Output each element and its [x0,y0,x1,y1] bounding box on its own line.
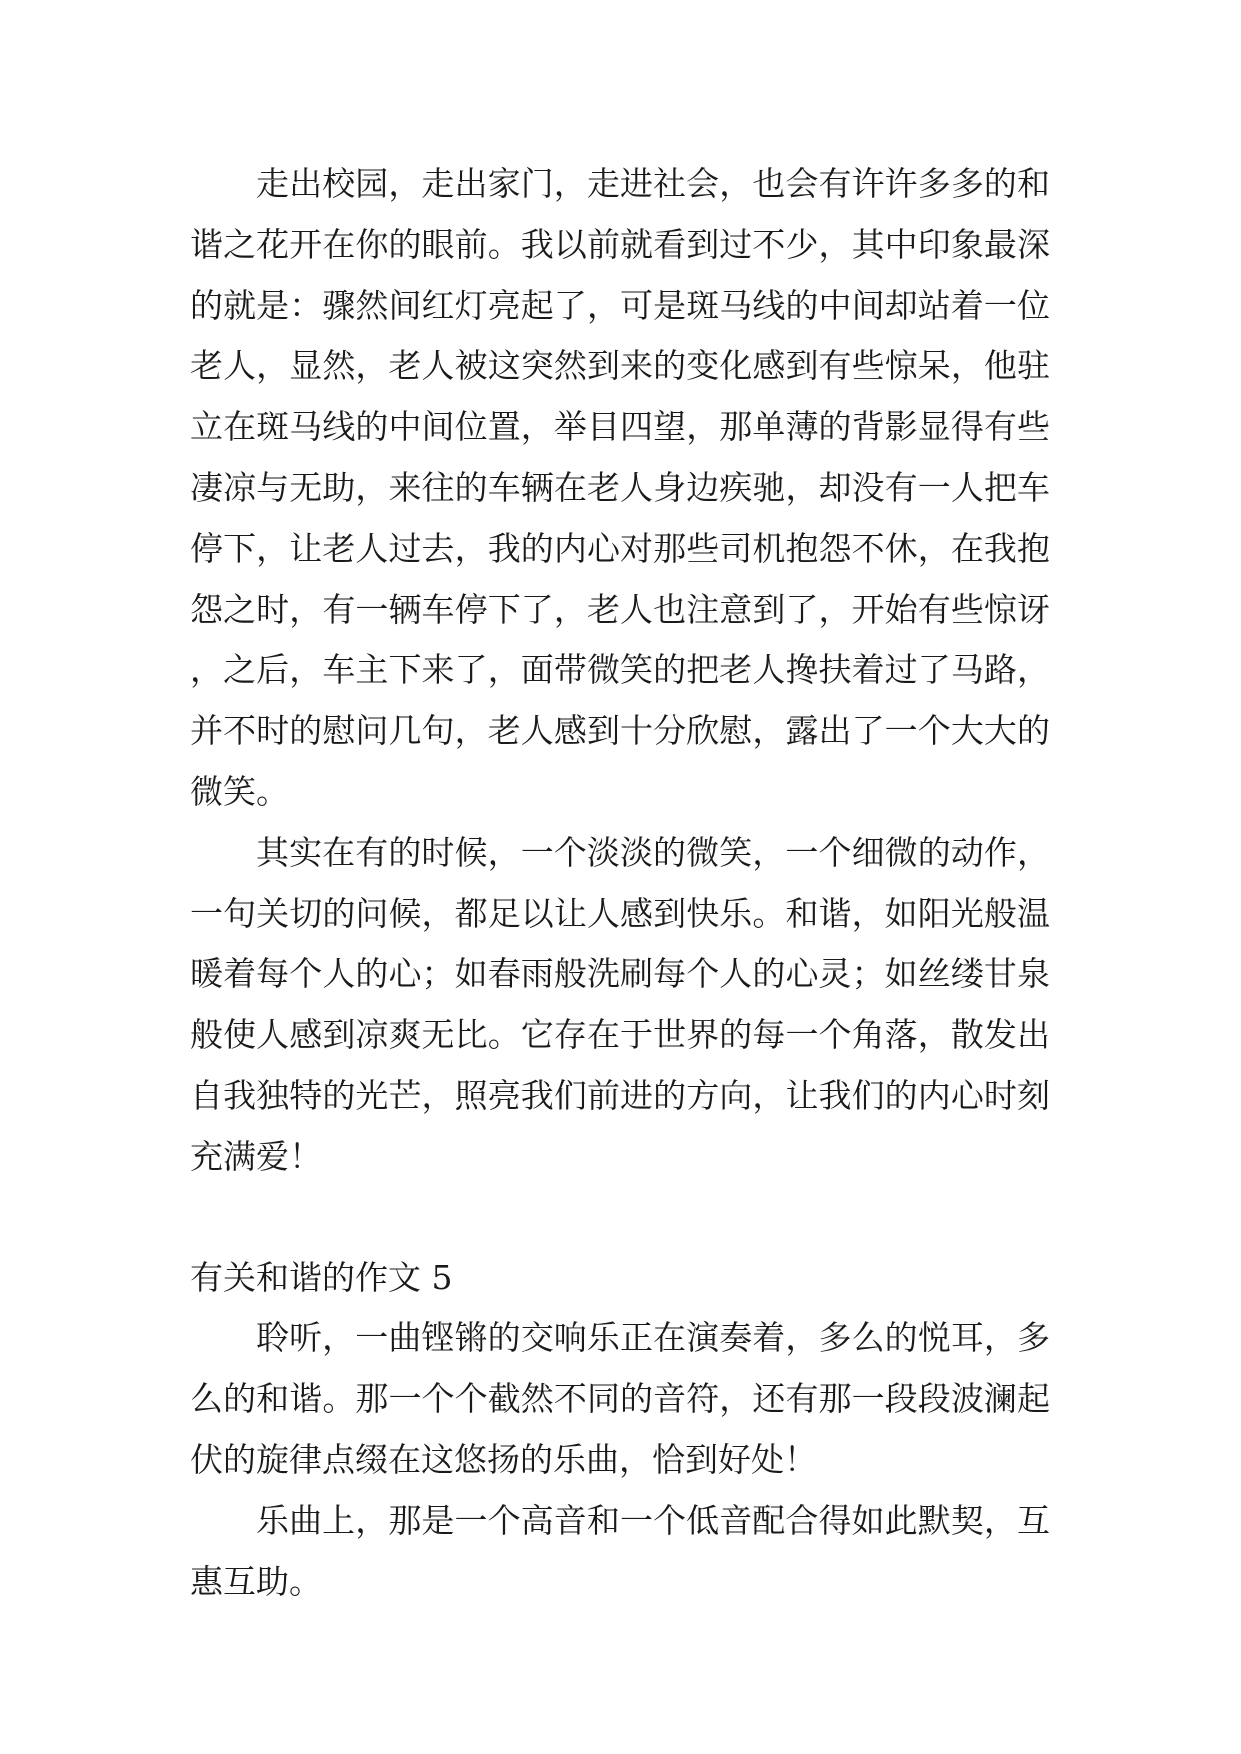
paragraph-melody: 乐曲上，那是一个高音和一个低音配合得如此默契，互惠互助。 [190,1500,1050,1601]
section-gap [190,1188,1050,1248]
paragraph-symphony: 聆听，一曲铿锵的交响乐正在演奏着，多么的悦耳，多么的和谐。那一个个截然不同的音符，还有那一段段波澜起伏的旋律点缀在这悠扬的乐曲，恰到好处！ [190,1318,1050,1479]
paragraph-harmony-smile: 其实在有的时候，一个淡淡的微笑，一个细微的动作，一句关切的问候，都足以让人感到快乐。和谐，如阳光般温暖着每个人的心；如春雨般洗刷每个人的心灵；如丝缕甘泉般使人感到凉爽无比。它存在于世界的每一个角落，散发出自我独特的光芒，照亮我们前进的方向，让我们的内心时刻充满爱！ [190,832,1050,1176]
paragraph-zebra-crossing: 走出校园，走出家门，走进社会，也会有许许多多的和谐之花开在你的眼前。我以前就看到过不少，其中印象最深的就是：骤然间红灯亮起了，可是斑马线的中间却站着一位老人，显然，老人被这突然到来的变化感到有些惊呆，他驻立在斑马线的中间位置，举目四望，那单薄的背影显得有些凄凉与无助，来往的车辆在老人身边疾驰，却没有一人把车停下，让老人过去，我的内心对那些司机抱怨不休，在我抱怨之时，有一辆车停下了，老人也注意到了，开始有些惊讶，之后，车主下来了，面带微笑的把老人搀扶着过了马路，并不时的慰问几句，老人感到十分欣慰，露出了一个大大的微笑。 [190,164,1050,811]
document-body [190,154,1050,1612]
section-heading: 有关和谐的作文 5 [190,1257,453,1297]
